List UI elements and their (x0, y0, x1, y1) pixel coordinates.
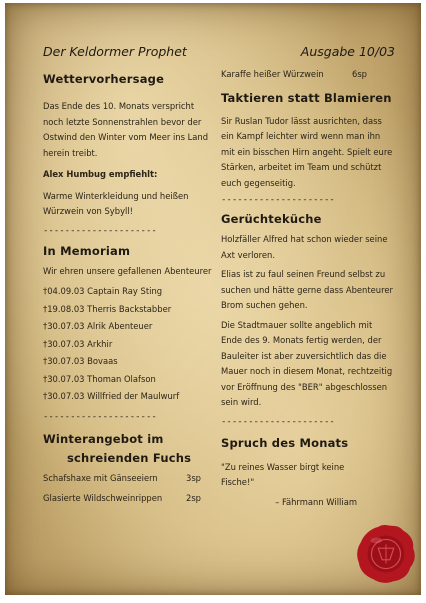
saying-heading: Spruch des Monats (221, 435, 349, 450)
tactics-text: Sir Ruslan Tudor lässt ausrichten, dass ein Kampf leichter wird wenn man ihn mit ein bisschen Hirn angeht. Spielt eure Stärken, arbeitet im Team und schützt euch gegenseitig. (221, 115, 393, 188)
cross-icon: † (43, 303, 48, 314)
issue-number: Ausgabe 10/03 (300, 44, 395, 59)
weather-advice: Warme Winterkleidung und heißen Würzwein von Sybyll! (43, 190, 189, 216)
saying-author: – Fährmann William (275, 496, 357, 507)
memorial-entry: †19.08.03 Therris Backstabber (43, 303, 172, 314)
memorial-entry: †30.07.03 Alrik Abenteuer (43, 321, 153, 331)
cross-icon: † (43, 338, 48, 349)
rumor-item: Holzfäller Alfred hat schon wieder seine Axt verloren. (221, 234, 388, 260)
winter-offer-section (43, 432, 213, 507)
menu-item: Karaffe heißer Würzwein 6sp (221, 69, 367, 79)
memorial-heading: In Memoriam (43, 243, 131, 258)
menu-item: Glasierte Wildschweinrippen 2sp (43, 493, 201, 503)
rumor-item: Die Stadtmauer sollte angeblich mit Ende des 9. Monats fertig werden, der Bauleiter ist aber zuversichtlich das die Mauer noch in diesem Monat, rechtzeitig vor Eröffnung des "BER" abgeschlossen sein wird. (221, 319, 393, 407)
newspaper-title: Der Keldormer Prophet (43, 44, 187, 59)
weather-section (43, 72, 213, 220)
newspaper-page (5, 3, 421, 595)
section-divider: --------------------- (221, 416, 335, 427)
weather-text: Das Ende des 10. Monats verspricht noch letzte Sonnenstrahlen bevor der Ostwind den Winter vom Meer ins Land herein treibt. (43, 101, 209, 158)
memorial-entry: †30.07.03 Thoman Olafson (43, 373, 156, 384)
cross-icon: † (43, 373, 48, 384)
weather-recommender: Alex Humbug empfiehlt: (43, 169, 158, 179)
section-divider: --------------------- (43, 225, 157, 236)
rumor-item: Elias ist zu faul seinen Freund selbst zu suchen und hätte gerne dass Abenteurer Brom suchen gehen. (221, 269, 393, 310)
offer-heading-line2: schreienden Fuchs (67, 450, 192, 465)
section-divider: --------------------- (221, 195, 335, 205)
memorial-list (43, 283, 213, 406)
memorial-section (43, 244, 213, 406)
wax-seal-icon (355, 523, 417, 585)
memorial-entry: †04.09.03 Captain Ray Sting (43, 286, 163, 296)
memorial-intro: Wir ehren unsere gefallenen Abenteurer (43, 265, 212, 276)
right-column (221, 67, 393, 507)
rumors-heading: Gerüchteküche (221, 212, 322, 226)
tactics-heading: Taktieren statt Blamieren (221, 90, 392, 105)
cross-icon: † (43, 321, 48, 331)
weather-heading: Wettervorhersage (43, 72, 165, 86)
rumors-section (221, 212, 393, 411)
offer-heading-line1: Winterangebot im (43, 431, 164, 446)
offer-menu (43, 471, 201, 507)
tactics-section (221, 91, 393, 192)
cross-icon: † (43, 286, 48, 296)
memorial-entry: †30.07.03 Bovaas (43, 356, 118, 366)
cross-icon: † (43, 356, 48, 366)
section-divider: --------------------- (43, 411, 157, 422)
saying-quote: "Zu reines Wasser birgt keine Fische!" (221, 461, 345, 487)
cross-icon: † (43, 391, 48, 401)
menu-item: Schafshaxe mit Gänseeiern 3sp (43, 472, 201, 483)
memorial-entry: †30.07.03 Arkhir (43, 338, 113, 349)
saying-section (221, 436, 393, 507)
memorial-entry: †30.07.03 Willfried der Maulwurf (43, 391, 180, 401)
left-column (43, 67, 213, 507)
